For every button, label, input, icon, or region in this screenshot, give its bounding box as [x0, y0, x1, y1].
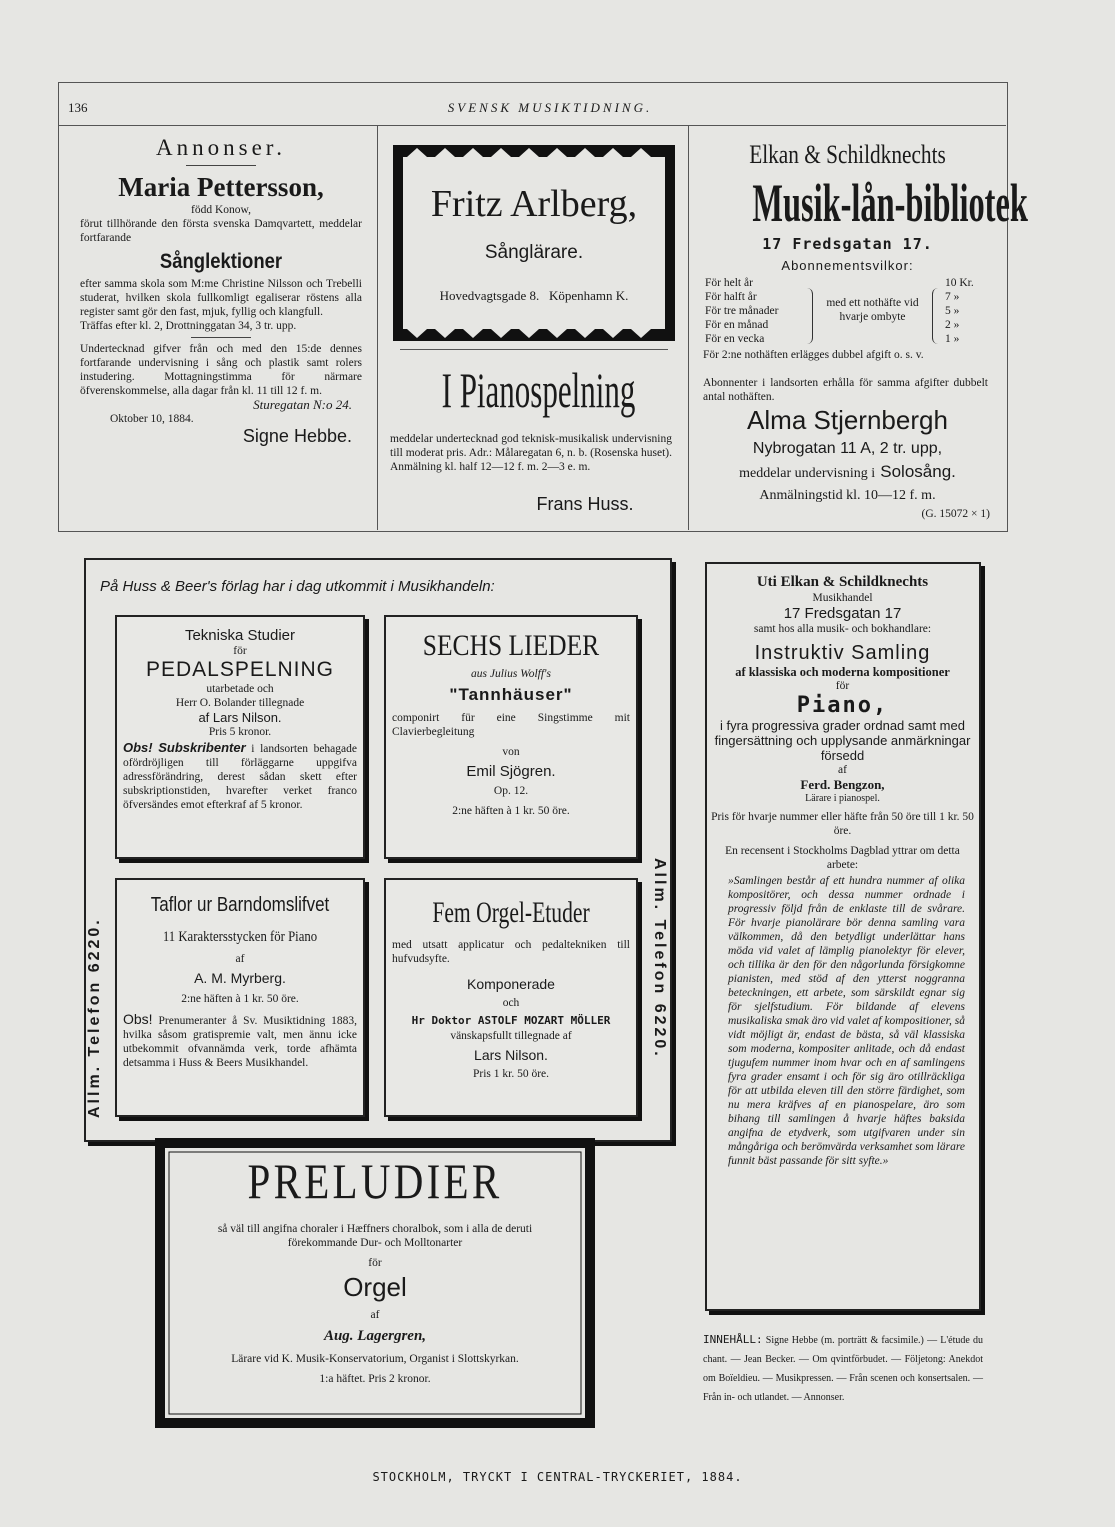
alma-stjernbergh: Alma Stjernbergh: [747, 405, 948, 435]
contents: INNEHÅLL: Signe Hebbe (m. porträtt & facsimile.) — L'étude du chant. — Jean Becker. — Om qvintförbudet. — Följetong: Anekdot om Boïeldieu. — Musikpressen. — Från scenen och konsertsalen. — Från in- och utlandet. — Annonser.: [703, 1333, 983, 1403]
column-annonser: Annonser. Maria Pettersson, född Konow, förut tillhörande den första svenska Damqvartett, meddelar fortfarande Sånglektioner efter samma skola som M:me Christine Nilsson och Trebelli studerat, hvilken skola fullkomligt egaliserar röstens alla register samt gör den fast, mjuk, fyllig och klangfull. Träffas efter kl. 2, Drottninggatan 34, 3 tr. upp. Undertecknad gifver från och med den 15:de dennes fortfarande undervisning i sång och plastik samt rolers instudering. Mottagningstimma för närmare öfverenskommelse, alla dagar från kl. 11 till 12 f. m. Sturegatan N:o 24. Oktober 10, 1884. Signe Hebbe.: [80, 135, 362, 446]
teacher-name: Fritz Arlberg,: [430, 183, 638, 225]
huss-banner: På Huss & Beer's förlag har i dag utkommit i Musikhandeln:: [100, 578, 495, 595]
phone-left: Allm. Telefon 6220.: [86, 917, 103, 1118]
terms-prices: 10 Kr. 7 » 5 » 2 » 1 »: [945, 277, 974, 345]
box-orgel-etuder: Fem Orgel-Etuder med utsatt applicatur och pedaltekniken till hufvudsyfte. Komponerade och Hr Doktor ASTOLF MOZART MÖLLER vänskapsfullt tillegnade af Lars Nilson. Pris 1 kr. 50 öre.: [384, 878, 638, 1117]
pianospelning-headline: I Pianospelning: [441, 362, 636, 418]
preludier-title: PRELUDIER: [247, 1153, 503, 1209]
signature: Signe Hebbe.: [242, 426, 352, 446]
elkan-instruktiv-content: Uti Elkan & Schildknechts Musikhandel 17 Fredsgatan 17 samt hos alla musik- och bokhandlare: Instruktiv Samling af klassiska och moderna kompositioner för Piano, i fyra progressiva grader ordnad samt med fingersättning och upplysande anmärkningar försedd af Ferd. Bengzon, Lärare i pianospel. Pris för hvarje nummer eller häfte från 50 öre till 1 kr. 50 öre. En recensent i Stockholms Dagblad yttrar om detta arbete: »Samlingen består af ett hundra nummer af olika kompositörer, och dessa nummer ordnade i progressiv följd från de enklaste till de svårare. För hvarje pianolärare bör denna samling vara välkommen, då den betydligt underlättar hans möda vid valet af lämplig pianolektyr för elever, och tillika är den för den någorlunda försigkomne pianisten, med stöd af den ytterst noggranna beteckningen, ett arbete, som särskildt egnar sig för sjelfstudium. För bildande af elevens musikaliska smak äro vid valet af kompositioner, så vidt möjligt är, endast de bästa, så väl klassiska som moderna, kompositer anlitade, och då endast tjugufem nummer inom hvar och en af samlingens fyra grader ensamt i och för sig äro otillräckliga för att utbilda eleven till den större färdighet, som nu mera kräfves af en pianospelare, äro som bihang till samlingen å hvarje häftes baksida angifna de etydverk, som utgifvaren under sin mångåriga och berömvärda verksamhet som lärare funnit bäst passande för sitt syfte.»: [711, 574, 974, 1167]
library-title: Musik-lån-bibliotek: [752, 173, 1028, 233]
advertiser-name: Maria Pettersson,: [118, 172, 324, 202]
section-heading: Annonser.: [156, 135, 286, 160]
box-sechs-lieder: SECHS LIEDER aus Julius Wolff's "Tannhäuser" componirt für eine Singstimme mit Clavierbegleitung von Emil Sjögren. Op. 12. 2:ne häften à 1 kr. 50 öre.: [384, 615, 638, 859]
box-taflor: Taflor ur Barndomslifvet 11 Karaktersstycken för Piano af A. M. Myrberg. 2:ne häften à 1 kr. 50 öre. Obs! Prenumeranter å Sv. Musiktidning 1883, hvilka såsom gratispremie valt, men ännu icke utbekommit ofvannämda verk, torde afhämta detsamma i Huss & Beers Musikhandel.: [115, 878, 365, 1117]
box-pedalspelning: Tekniska Studier för PEDALSPELNING utarbetade och Herr O. Bolander tillegnade af Lars Nilson. Pris 5 kronor. Obs! Subskribenter i landsorten behagade ofördröjligen till förläggarne uppgifva adressförändring, derest sådan skett efter subskriptionstiden, hvarefter verket franco öfversändes emot efterkraf af 5 kronor.: [115, 615, 365, 859]
page-number: 136: [68, 100, 88, 115]
phone-right: Allm. Telefon 6220.: [651, 858, 668, 1059]
footer-imprint: STOCKHOLM, TRYCKT I CENTRAL-TRYCKERIET, 1884.: [372, 1470, 743, 1484]
page-title: SVENSK MUSIKTIDNING.: [447, 100, 653, 115]
terms-labels: För helt år För halft år För tre månader För en månad För en vecka: [705, 277, 779, 345]
